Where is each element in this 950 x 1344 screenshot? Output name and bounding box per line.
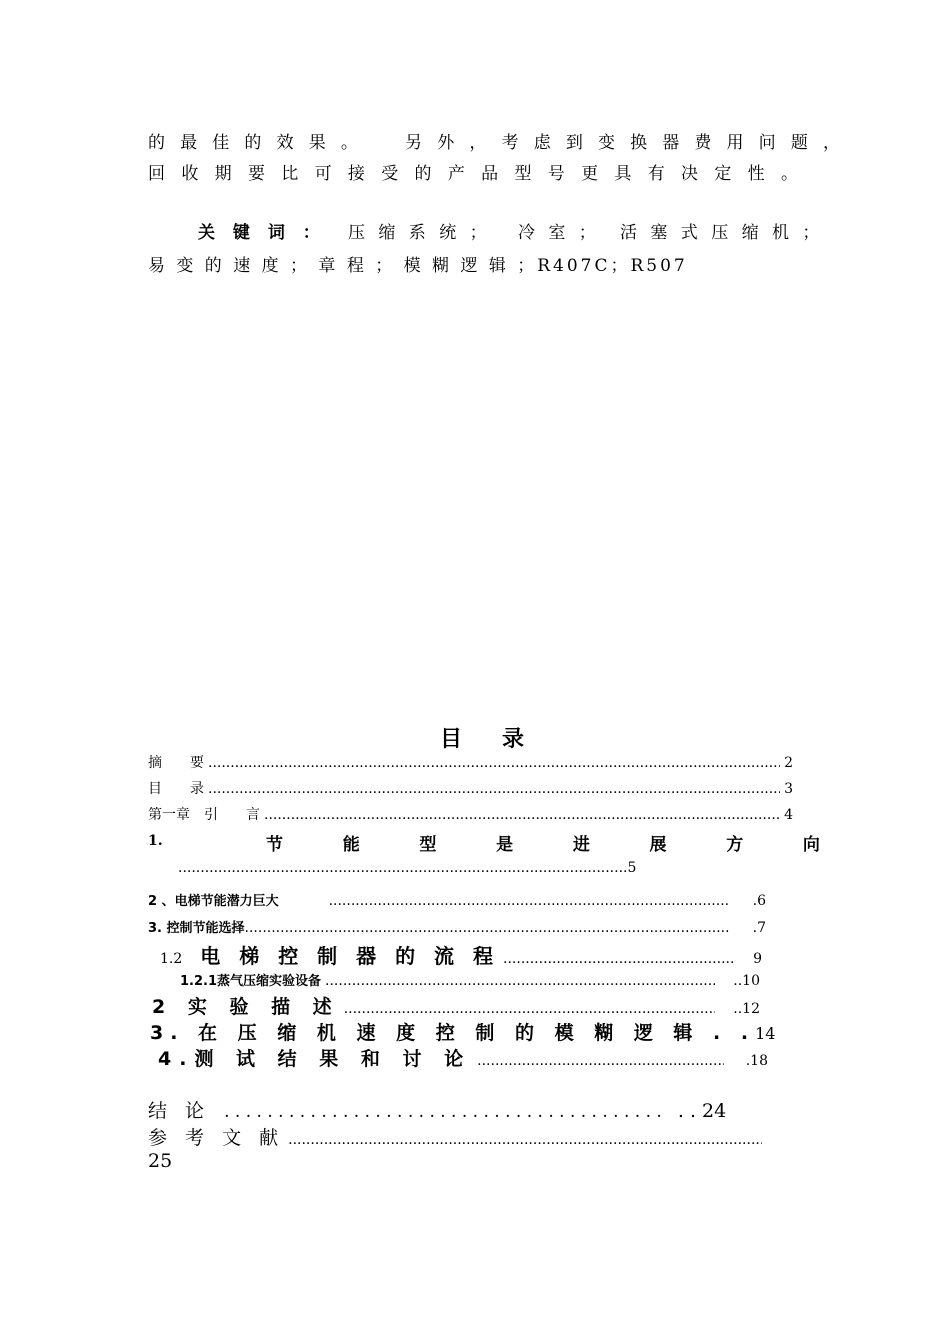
toc-item-1-char: 展 — [649, 835, 667, 855]
toc-item-page: . . 24 — [677, 1100, 727, 1122]
abstract-line-1-char: 换 — [630, 133, 648, 153]
abstract-line-2-char: 有 — [647, 164, 665, 184]
toc-item-contents[interactable] — [148, 778, 793, 804]
toc-item-1-title — [266, 830, 820, 855]
keyword-compression-system: 压 缩 系 统 ； — [348, 223, 491, 243]
toc-references[interactable] — [148, 1123, 766, 1150]
toc-item-1-char: 向 — [802, 835, 820, 855]
abstract-line-1-char: 佳 — [212, 133, 230, 153]
toc-item-label: 1.2.1蒸气压缩实验设备 — [180, 974, 322, 989]
abstract-line-1-char: 题 — [790, 133, 808, 153]
toc-item-label: 目 录 — [148, 781, 204, 797]
toc-item-page: .18 — [745, 1053, 768, 1069]
toc-item-page: .6 — [752, 893, 766, 909]
keyword-piston-compressor: 活 塞 式 压 缩 机 ； — [620, 223, 824, 243]
toc-item-label: 3. 控制节能选择 — [148, 921, 245, 936]
abstract-line-1-char: 考 — [501, 133, 519, 153]
toc-references-page: 25 — [148, 1150, 173, 1172]
toc-item-1-char: 型 — [419, 835, 437, 855]
abstract-line-1-char: 效 — [276, 133, 294, 153]
toc-item-label: 2 、电梯节能潜力巨大 — [148, 894, 279, 909]
toc-item-label: 电 梯 控 制 器 的 流 程 — [200, 944, 500, 968]
abstract-line-2 — [148, 159, 798, 184]
abstract-line-1-char: 的 — [148, 133, 165, 153]
toc-item-number: 1.2 — [160, 951, 183, 967]
abstract-line-1-char: 到 — [565, 133, 583, 153]
toc-item-page: ..12 — [733, 1001, 760, 1017]
toc-section-3[interactable] — [150, 1018, 776, 1045]
toc-item-page: .7 — [752, 920, 766, 936]
toc-item-introduction[interactable] — [148, 804, 793, 830]
toc-item-page: ..10 — [733, 973, 760, 989]
abstract-line-2-char: 产 — [447, 164, 465, 184]
toc-item-page: 2 — [784, 755, 793, 771]
abstract-line-1 — [148, 128, 840, 153]
keywords-line-2: 易 变 的 速 度 ； 章 程 ； 模 糊 逻 辑 ；R407C；R507 — [148, 256, 688, 276]
abstract-line-2-char: 接 — [347, 164, 365, 184]
toc-item-page: 14 — [755, 1024, 776, 1043]
toc-item-2[interactable] — [148, 890, 766, 909]
toc-item-page: 9 — [753, 951, 762, 967]
toc-item-1-number: 1. — [148, 833, 163, 849]
abstract-line-1-char: 器 — [662, 133, 680, 153]
toc-item-page: 4 — [784, 807, 793, 823]
abstract-line-1-char: 的 — [244, 133, 262, 153]
toc-item-abstract[interactable] — [148, 752, 793, 778]
abstract-line-2-char: 决 — [681, 164, 698, 184]
abstract-line-2-char: 的 — [414, 164, 432, 184]
toc-item-label: 第一章 引 言 — [148, 807, 260, 823]
abstract-line-1-char: 最 — [180, 133, 198, 153]
abstract-line-2-char: 。 — [780, 164, 798, 184]
toc-item-page: 3 — [784, 781, 793, 797]
abstract-line-1-char: 变 — [597, 133, 615, 153]
abstract-line-2-char: 具 — [614, 164, 632, 184]
toc-item-1-2[interactable] — [160, 940, 762, 969]
abstract-line-2-char: 回 — [148, 164, 165, 184]
toc-item-label: 4.测 试 结 果 和 讨 论 — [158, 1048, 472, 1070]
toc-item-1-char: 方 — [726, 835, 744, 855]
abstract-line-2-char: 性 — [747, 164, 765, 184]
abstract-line-2-char: 受 — [381, 164, 399, 184]
abstract-line-1-char — [373, 128, 390, 153]
abstract-line-2-char: 更 — [581, 164, 599, 184]
abstract-line-1-char: 另 — [405, 133, 423, 153]
abstract-line-1-char: 用 — [726, 133, 744, 153]
keywords-label: 关 键 词 ： — [198, 223, 326, 243]
abstract-line-1-char: 问 — [758, 133, 776, 153]
toc-item-1-page: .....................................................................................................5 — [178, 860, 637, 876]
toc-section-4[interactable] — [158, 1044, 768, 1071]
abstract-line-2-char: 要 — [247, 164, 265, 184]
toc-item-dots: . . . . . . . . . . . . . . . . . . . . . . . . . . . . . . . . . . . . . . . . . — [224, 1102, 662, 1122]
keyword-cold-room: 冷 室 ； — [518, 223, 600, 243]
abstract-line-2-char: 型 — [514, 164, 532, 184]
toc-title: 目录 — [440, 727, 565, 752]
toc-item-label: 摘 要 — [148, 755, 204, 771]
abstract-line-2-char: 收 — [181, 164, 199, 184]
abstract-line-1-char: 。 — [340, 133, 358, 153]
toc-item-label: 参 考 文 献 — [148, 1127, 285, 1149]
abstract-line-2-char: 可 — [314, 164, 332, 184]
abstract-line-1-char: ， — [822, 133, 840, 153]
toc-section-2[interactable] — [152, 992, 760, 1019]
toc-item-1-char: 节 — [266, 835, 283, 855]
abstract-line-2-char: 比 — [281, 164, 299, 184]
abstract-line-1-char: 费 — [694, 133, 712, 153]
toc-item-1-char: 能 — [342, 835, 360, 855]
abstract-line-2-char: 号 — [547, 164, 565, 184]
abstract-line-2-char: 期 — [214, 164, 232, 184]
toc-item-3[interactable] — [148, 917, 766, 936]
toc-item-1-2-1[interactable] — [180, 970, 760, 989]
toc-list — [148, 752, 793, 830]
toc-item-label: 3. 在 压 缩 机 速 度 控 制 的 模 糊 逻 辑 . . — [150, 1022, 756, 1044]
abstract-line-2-char: 定 — [714, 164, 732, 184]
toc-item-1-char: 进 — [572, 835, 590, 855]
toc-item-label: 2 实 验 描 述 — [152, 996, 340, 1018]
toc-item-1-char: 是 — [496, 835, 514, 855]
abstract-line-1-char: 虑 — [533, 133, 551, 153]
abstract-line-1-char: 外 — [437, 133, 455, 153]
abstract-line-1-char: 果 — [308, 133, 326, 153]
toc-item-label: 结 论 — [148, 1100, 211, 1122]
abstract-line-2-char: 品 — [481, 164, 499, 184]
toc-conclusion[interactable] — [148, 1096, 726, 1123]
abstract-line-1-char: ， — [469, 133, 487, 153]
